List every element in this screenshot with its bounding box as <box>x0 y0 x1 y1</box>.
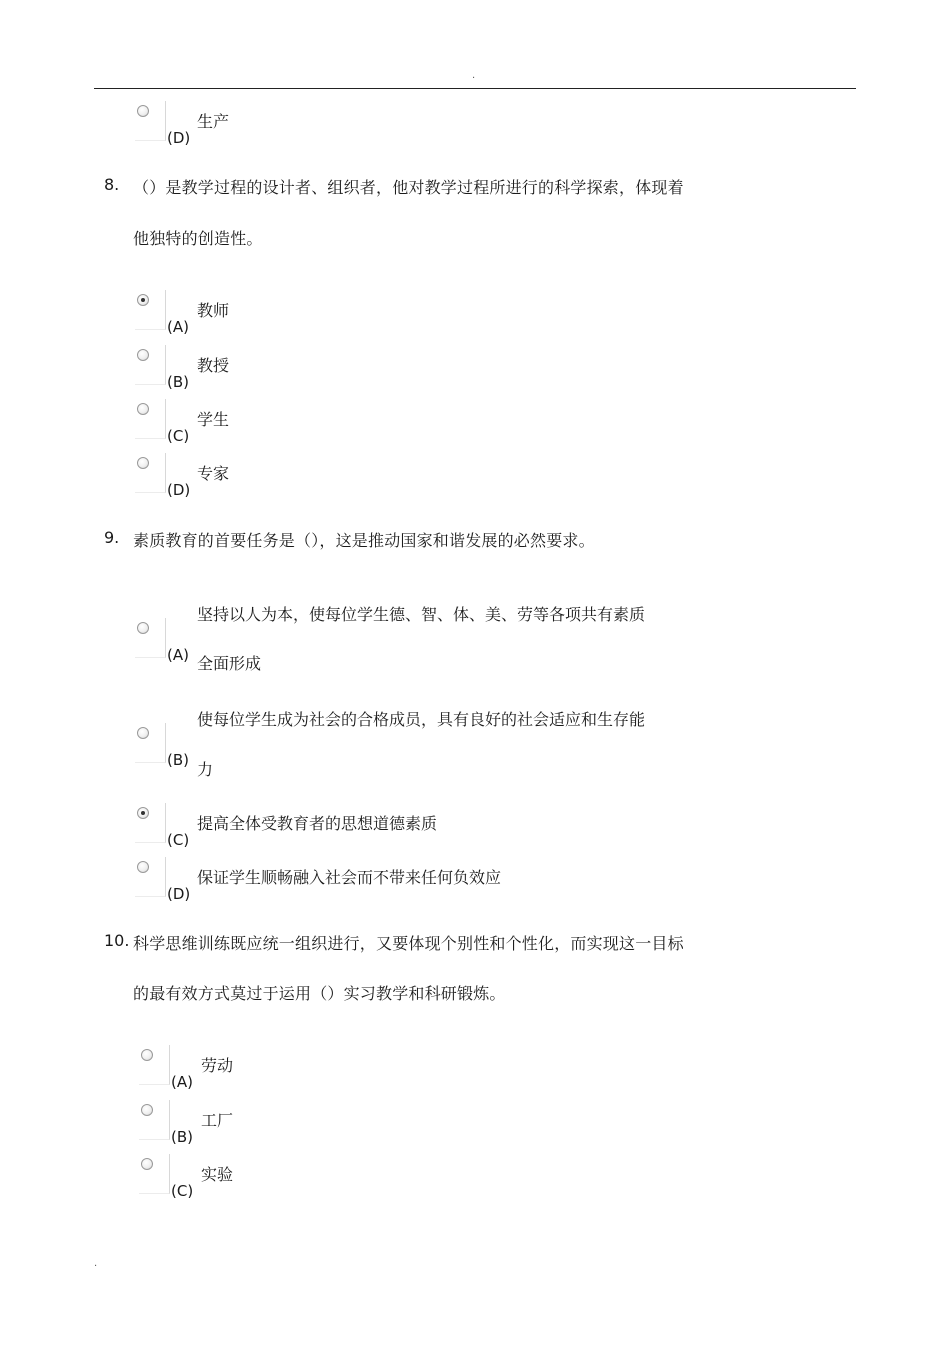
option-text: 学生 <box>197 410 230 429</box>
question-number: 9. <box>104 528 120 547</box>
radio-button[interactable] <box>137 861 149 873</box>
radio-button[interactable] <box>141 1049 153 1061</box>
option-letter: (B) <box>171 1128 193 1146</box>
radio-button[interactable] <box>137 457 149 469</box>
option-text: 教师 <box>197 301 230 320</box>
option-text: 教授 <box>197 356 230 375</box>
option-text: 保证学生顺畅融入社会而不带来任何负效应 <box>197 868 502 887</box>
option-letter: (C) <box>167 427 190 445</box>
option-letter: (D) <box>167 129 191 147</box>
footer-dot: . <box>94 1258 98 1269</box>
option-text-line: 使每位学生成为社会的合格成员，具有良好的社会适应和生存能 <box>197 710 646 729</box>
radio-button[interactable] <box>137 349 149 361</box>
option-letter: (B) <box>167 751 189 769</box>
option-letter: (D) <box>167 481 191 499</box>
header-rule <box>94 88 856 89</box>
option-letter: (B) <box>167 373 189 391</box>
question-number: 8. <box>104 175 120 194</box>
option-text-line: 全面形成 <box>197 654 262 673</box>
option-letter: (C) <box>171 1182 194 1200</box>
radio-button[interactable] <box>137 727 149 739</box>
option-text-line: 力 <box>197 760 214 779</box>
option-letter: (C) <box>167 831 190 849</box>
option-text: 工厂 <box>201 1111 234 1130</box>
option-letter: (D) <box>167 885 191 903</box>
question-text-line: 他独特的创造性。 <box>133 229 263 248</box>
option-text: 提高全体受教育者的思想道德素质 <box>197 814 438 833</box>
option-letter: (A) <box>167 318 189 336</box>
header-dot: . <box>472 70 476 81</box>
question-text-line: 的最有效方式莫过于运用（）实习教学和科研锻炼。 <box>133 984 506 1003</box>
option-text: 实验 <box>201 1165 234 1184</box>
option-text: 专家 <box>197 464 230 483</box>
option-letter: (A) <box>167 646 189 664</box>
radio-button[interactable] <box>137 403 149 415</box>
option-text-line: 坚持以人为本，使每位学生德、智、体、美、劳等各项共有素质 <box>197 605 646 624</box>
question-text-line: （）是教学过程的设计者、组织者，他对教学过程所进行的科学探索，体现着 <box>133 178 684 197</box>
radio-button[interactable] <box>141 1104 153 1116</box>
radio-button[interactable] <box>141 1158 153 1170</box>
option-letter: (A) <box>171 1073 193 1091</box>
radio-button-selected[interactable] <box>137 807 149 819</box>
question-text-line: 素质教育的首要任务是（），这是推动国家和谐发展的必然要求。 <box>133 531 595 550</box>
option-text: 劳动 <box>201 1056 234 1075</box>
option-text: 生产 <box>197 112 230 131</box>
radio-button-selected[interactable] <box>137 294 149 306</box>
radio-button[interactable] <box>137 105 149 117</box>
question-number: 10. <box>104 931 130 950</box>
radio-button[interactable] <box>137 622 149 634</box>
question-text-line: 科学思维训练既应统一组织进行，又要体现个别性和个性化，而实现这一目标 <box>133 934 684 953</box>
